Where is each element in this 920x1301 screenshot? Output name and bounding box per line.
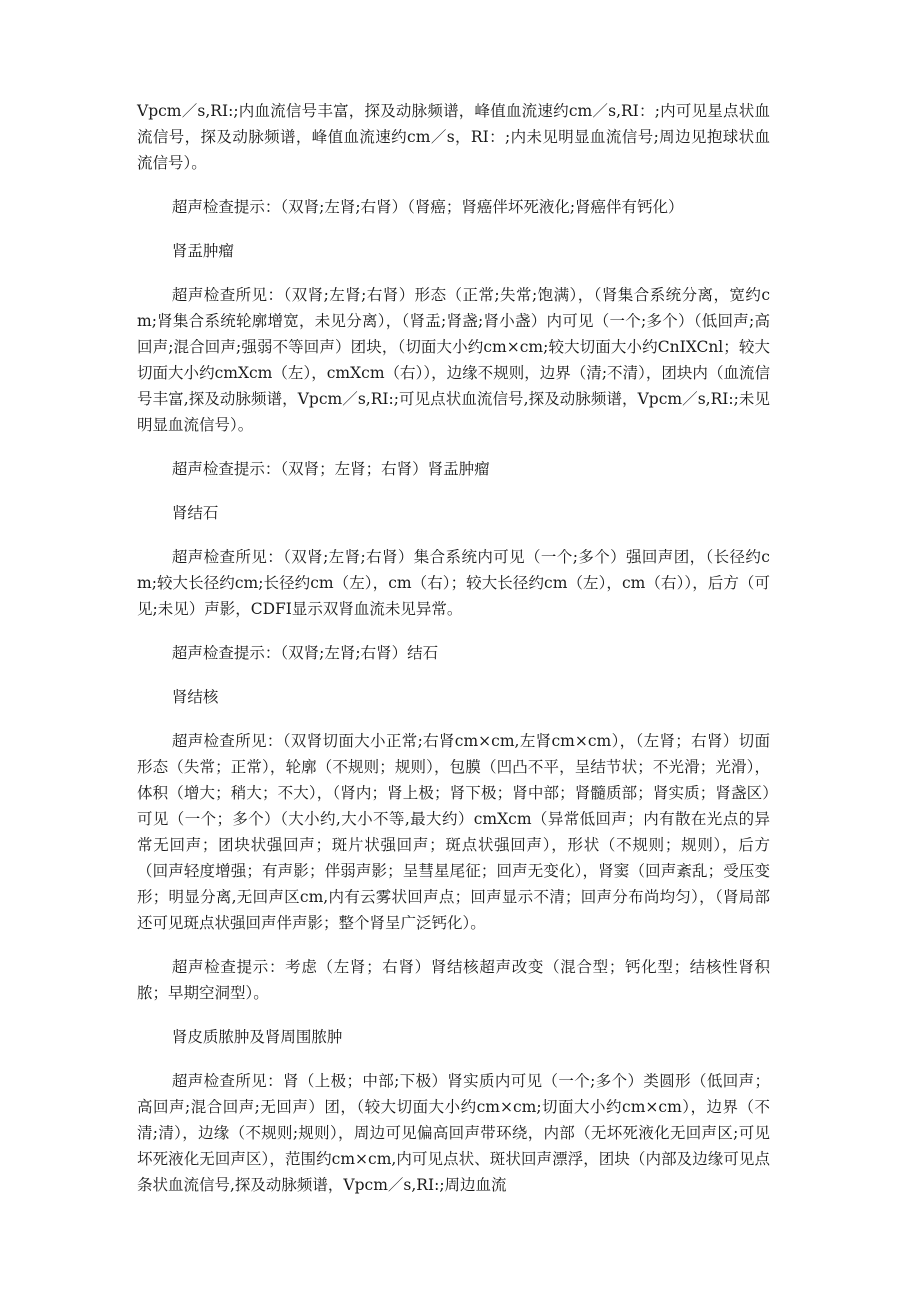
section-heading-renal-abscess: 肾皮质脓肿及肾周围脓肿: [171, 1028, 343, 1046]
paragraph-conclusion-kidney-stone: 超声检查提示：（双肾;左肾;右肾）结石: [171, 644, 439, 662]
paragraph-conclusion-renal-cancer: 超声检查提示：（双肾;左肾;右肾）（肾癌；肾癌伴坏死液化;肾癌伴有钙化）: [171, 198, 684, 216]
paragraph-conclusion-renal-pelvis-tumor: 超声检查提示：（双肾；左肾；右肾）肾盂肿瘤: [171, 460, 490, 478]
paragraph-continuation: Vpcm／s,RI:;内血流信号丰富，探及动脉频谱，峰值血流速约cm／s,RI：;内可见星点状血流信号，探及动脉频谱，峰值血流速约cm／s，RI：;内未见明显血流信号;周边见抱球状血流信号）。: [137, 102, 770, 172]
paragraph-findings-renal-tuberculosis: 超声检查所见：（双肾切面大小正常;右肾cm×cm,左肾cm×cm），（左肾；右肾）切面形态（失常；正常），轮廓（不规则；规则），包膜（凹凸不平，呈结节状；不光滑；光滑），体积（增大；稍大；不大），（肾内；肾上极；肾下极；肾中部；肾髓质部；肾实质；肾盏区）可见（一个；多个）（大小约,大小不等,最大约）cmXcm（异常低回声；内有散在光点的异常无回声；团块状强回声；斑片状强回声；斑点状强回声），形状（不规则；规则），后方（回声轻度增强；有声影；伴弱声影；呈彗星尾征；回声无变化），肾窦（回声紊乱；受压变形；明显分离,无回声区cm,内有云雾状回声点；回声显示不清；回声分布尚均匀），（肾局部还可见斑点状强回声伴声影；整个肾呈广泛钙化）。: [137, 732, 770, 932]
section-heading-kidney-stone: 肾结石: [171, 504, 219, 522]
paragraph-findings-renal-pelvis-tumor: 超声检查所见：（双肾;左肾;右肾）形态（正常;失常;饱满），（肾集合系统分离，宽约cm;肾集合系统轮廓增宽，未见分离），（肾盂;肾盏;肾小盏）内可见（一个;多个）（低回声;高回声;混合回声;强弱不等回声）团块，（切面大小约cm×cm;较大切面大小约CnIXCnl；较大切面大小约cmXcm（左），cmXcm（右）），边缘不规则，边界（清;不清），团块内（血流信号丰富,探及动脉频谱，Vpcm／s,RI:;可见点状血流信号,探及动脉频谱，Vpcm／s,RI:;未见明显血流信号）。: [137, 286, 770, 434]
paragraph-findings-kidney-stone: 超声检查所见：（双肾;左肾;右肾）集合系统内可见（一个;多个）强回声团，（长径约cm;较大长径约cm;长径约cm（左），cm（右）；较大长径约cm（左），cm（右）），后方（可见;未见）声影，CDFI显示双肾血流未见异常。: [137, 548, 770, 618]
section-heading-renal-tuberculosis: 肾结核: [171, 688, 219, 706]
paragraph-findings-renal-abscess: 超声检查所见：肾（上极；中部;下极）肾实质内可见（一个;多个）类圆形（低回声；高回声;混合回声;无回声）团，（较大切面大小约cm×cm;切面大小约cm×cm），边界（不清;清），边缘（不规则;规则），周边可见偏高回声带环绕，内部（无坏死液化无回声区;可见坏死液化无回声区），范围约cm×cm,内可见点状、斑状回声漂浮，团块（内部及边缘可见点条状血流信号,探及动脉频谱，Vpcm／s,RI:;周边血流: [137, 1072, 770, 1194]
paragraph-conclusion-renal-tuberculosis: 超声检查提示：考虑（左肾；右肾）肾结核超声改变（混合型；钙化型；结核性肾积脓；早期空洞型）。: [137, 958, 770, 1002]
section-heading-renal-pelvis-tumor: 肾盂肿瘤: [171, 242, 234, 260]
